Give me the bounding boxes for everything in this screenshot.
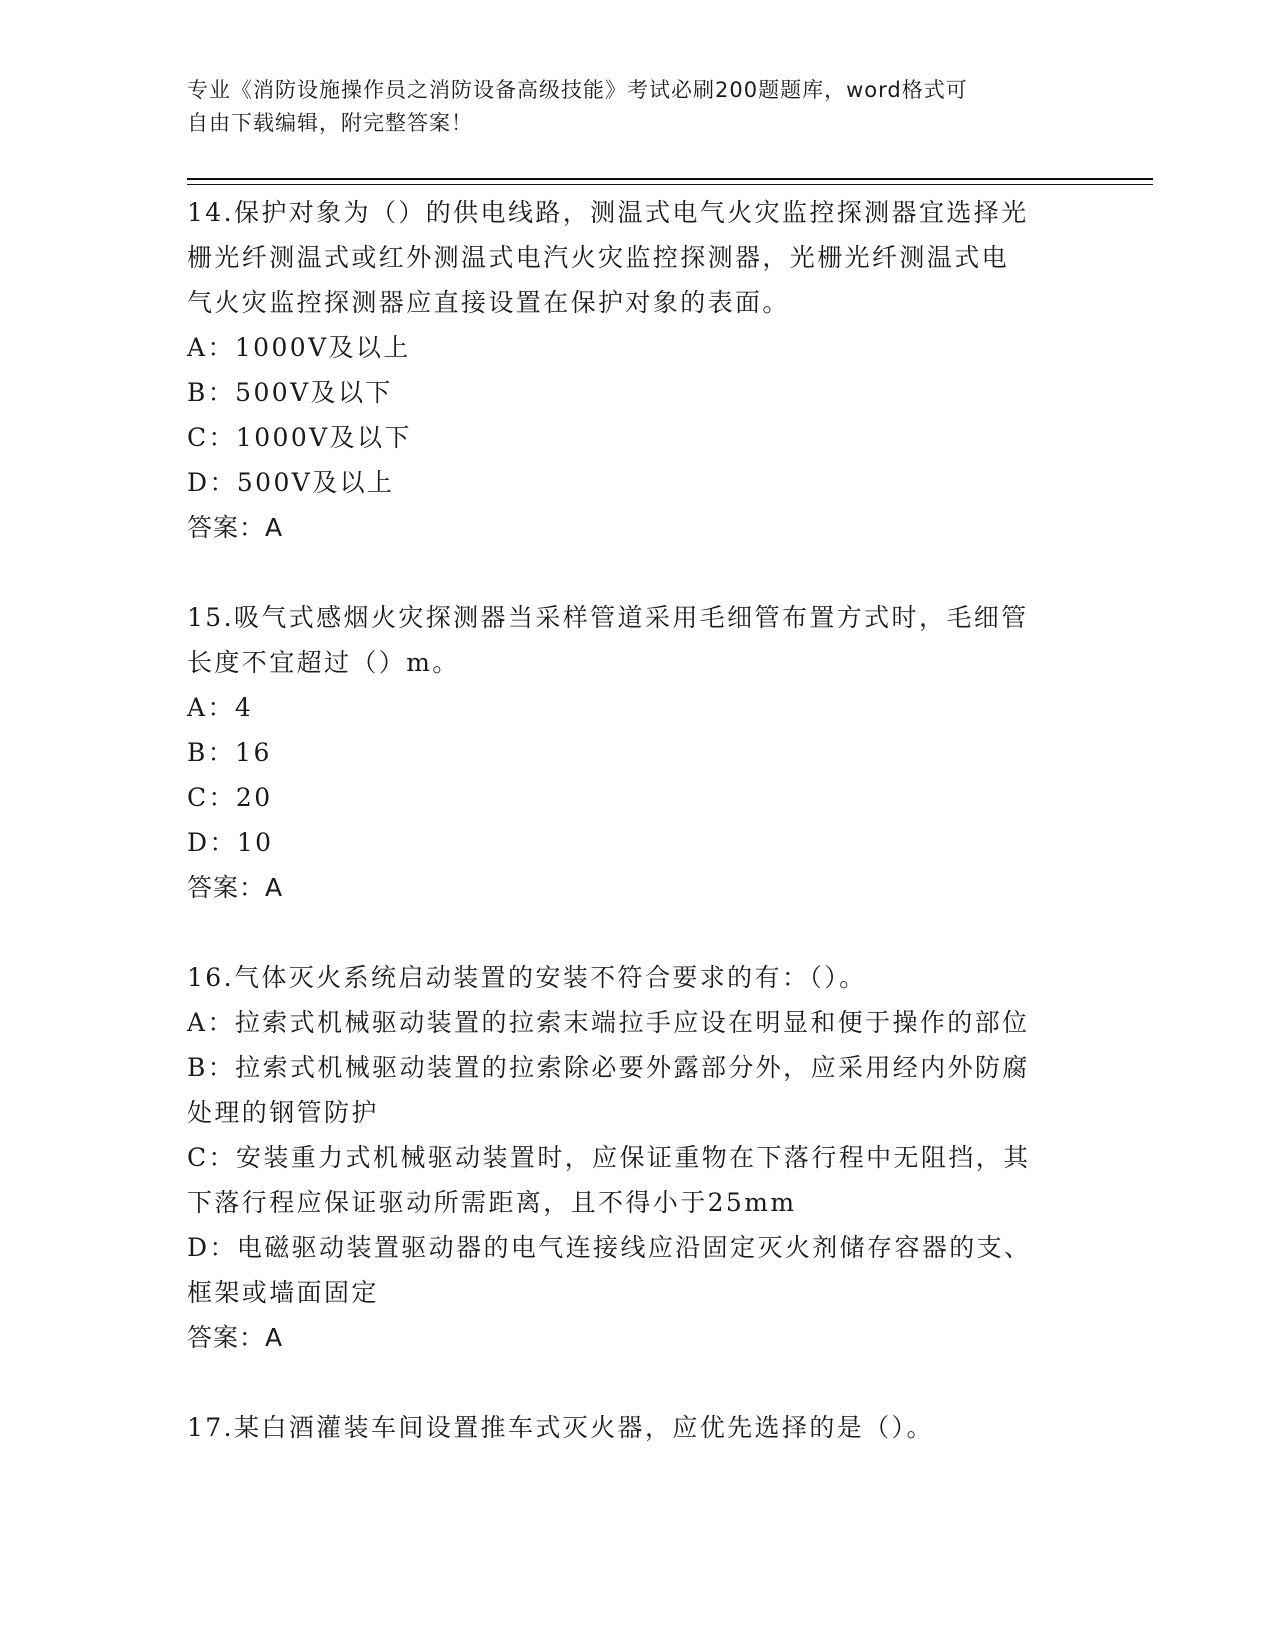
spacer <box>187 910 1087 955</box>
option-a: A：1000V及以上 <box>187 333 411 362</box>
question-16 <box>187 955 1087 1360</box>
option-c-continued: 下落行程应保证驱动所需距离，且不得小于25mm <box>187 1188 797 1217</box>
question-text-line: 14.保护对象为（）的供电线路，测温式电气火灾监控探测器宜选择光 <box>187 198 1029 227</box>
spacer <box>187 1360 1087 1405</box>
header-divider-thick <box>187 178 1153 180</box>
header-line-1: 专业《消防设施操作员之消防设备高级技能》考试必刷200题题库，word格式可 <box>187 78 968 102</box>
option-d: D：500V及以上 <box>187 468 395 497</box>
option-a: A：拉索式机械驱动装置的拉索末端拉手应设在明显和便于操作的部位 <box>187 1008 1030 1037</box>
answer-label: 答案：A <box>187 513 284 542</box>
question-17 <box>187 1405 1087 1450</box>
option-a: A：4 <box>187 693 254 722</box>
question-14 <box>187 190 1087 550</box>
question-text-line: 16.气体灭火系统启动装置的安装不符合要求的有：（）。 <box>187 963 867 992</box>
question-text-line: 栅光纤测温式或红外测温式电汽火灾监控探测器，光栅光纤测温式电 <box>187 243 1010 272</box>
spacer <box>187 550 1087 595</box>
header-divider-thin <box>187 184 1153 185</box>
option-c: C：20 <box>187 783 273 812</box>
option-b-continued: 处理的钢管防护 <box>187 1098 379 1127</box>
option-c: C：1000V及以下 <box>187 423 412 452</box>
question-text-line: 气火灾监控探测器应直接设置在保护对象的表面。 <box>187 288 790 317</box>
document-header <box>187 74 1067 140</box>
answer-label: 答案：A <box>187 873 284 902</box>
option-b: B：500V及以下 <box>187 378 393 407</box>
question-list <box>187 190 1087 1450</box>
question-text-line: 17.某白酒灌装车间设置推车式灭火器，应优先选择的是（）。 <box>187 1413 934 1442</box>
option-b: B：16 <box>187 738 272 767</box>
question-text-line: 15.吸气式感烟火灾探测器当采样管道采用毛细管布置方式时，毛细管 <box>187 603 1029 632</box>
option-d-continued: 框架或墙面固定 <box>187 1278 379 1307</box>
header-line-2: 自由下载编辑，附完整答案！ <box>187 111 473 135</box>
option-c: C：安装重力式机械驱动装置时，应保证重物在下落行程中无阻挡，其 <box>187 1143 1031 1172</box>
question-text-line: 长度不宜超过（）m。 <box>187 648 460 677</box>
question-15 <box>187 595 1087 910</box>
option-d: D：电磁驱动装置驱动器的电气连接线应沿固定灭火剂储存容器的支、 <box>187 1233 1032 1262</box>
option-b: B：拉索式机械驱动装置的拉索除必要外露部分外，应采用经内外防腐 <box>187 1053 1030 1082</box>
option-d: D：10 <box>187 828 274 857</box>
answer-label: 答案：A <box>187 1323 284 1352</box>
